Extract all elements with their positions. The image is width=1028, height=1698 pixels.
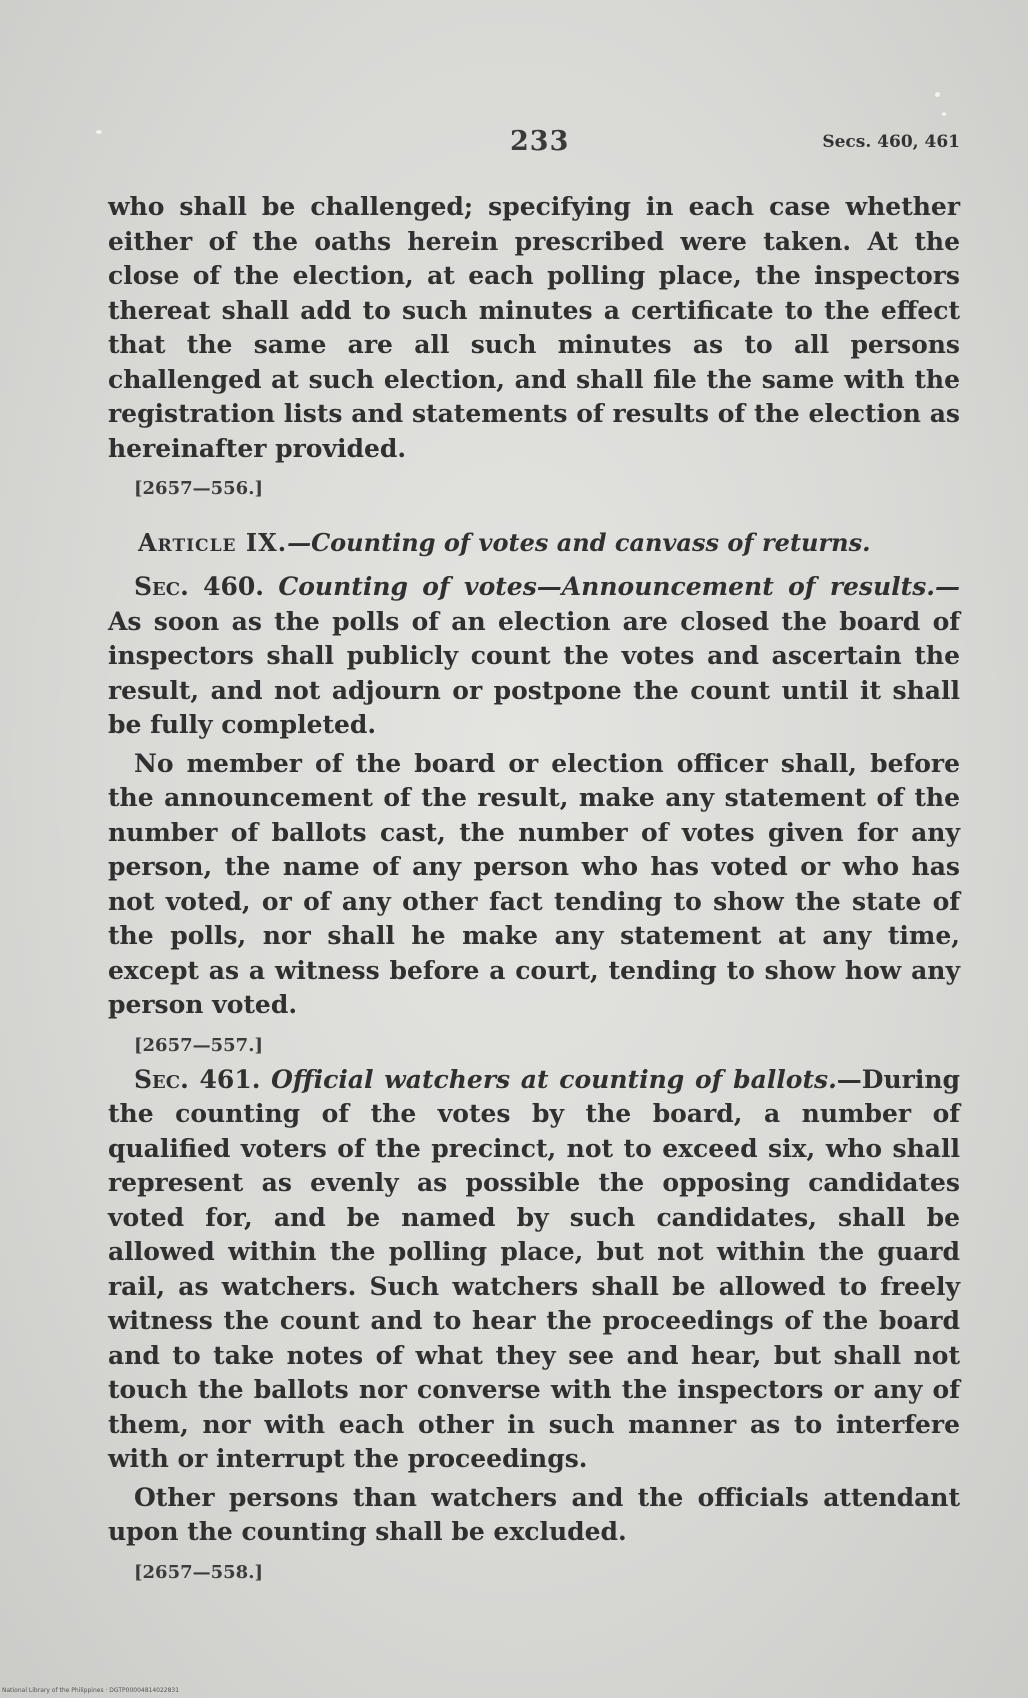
- scan-speck: [935, 92, 940, 97]
- section-title: Counting of votes—Announcement of results.—: [278, 572, 960, 601]
- article-title: —Counting of votes and canvass of returns.: [287, 528, 871, 557]
- paragraph-continued: who shall be challenged; specifying in each case whether either of the oaths herein prescribed were taken. At the close of the election, at each polling place, the inspectors thereat shall add to such minutes a certificate to the effect that the same are all such minutes as to all persons challenged at such election, and shall file the same with the registration lists and statements of results of the election as hereinafter provided.: [108, 192, 960, 463]
- section-text: —During the counting of the votes by the board, a number of qualified voters of the precinct, not to exceed six, who shall represent as evenly as possible the opposing candidates voted for, and be named by such candidates, shall be allowed within the polling place, but not within the guard rail, as watchers. Such watchers shall be allowed to freely witness the count and to hear the proceedings of the board and to take notes of what they see and hear, but shall not touch the ballots nor converse with the inspectors or any of them, nor with each other in such manner as to interfere with or interrupt the proceedings.: [108, 1064, 960, 1473]
- citation: [2657—556.]: [134, 478, 263, 499]
- section-460-paragraph: [108, 570, 960, 743]
- paragraph: Other persons than watchers and the officials attendant upon the counting shall be excluded.: [108, 1482, 960, 1546]
- article-heading: [138, 526, 960, 560]
- scan-speck: [942, 112, 946, 116]
- section-label: Sec. 460.: [134, 572, 265, 601]
- page-header: [110, 126, 960, 166]
- section-461-paragraph: [108, 1063, 960, 1477]
- running-head-section-ref: Secs. 460, 461: [822, 132, 960, 152]
- citation: [2657—558.]: [134, 1561, 263, 1583]
- page-body: [108, 190, 960, 1586]
- paragraph: No member of the board or election officer shall, before the announcement of the result, make any statement of the number of ballots cast, the number of votes given for any person, the name of any person who has voted or who has not voted, or of any other fact tending to show the state of the polls, nor shall he make any statement at any time, except as a witness before a court, tending to show how any person voted.: [108, 748, 960, 1019]
- page-number: 233: [510, 126, 570, 157]
- section-title: Official watchers at counting of ballots.: [271, 1064, 837, 1094]
- section-text: As soon as the polls of an election are closed the board of inspectors shall publicly count the votes and ascertain the result, and not adjourn or postpone the count until it shall be fully completed.: [108, 606, 960, 739]
- scan-speck: [96, 130, 102, 134]
- section-label: Sec. 461.: [134, 1064, 261, 1094]
- article-label: Article IX.: [138, 528, 288, 557]
- scan-credit: National Library of the Philippines · DGTP00004814022831: [2, 1687, 180, 1694]
- citation: [2657—557.]: [134, 1034, 263, 1056]
